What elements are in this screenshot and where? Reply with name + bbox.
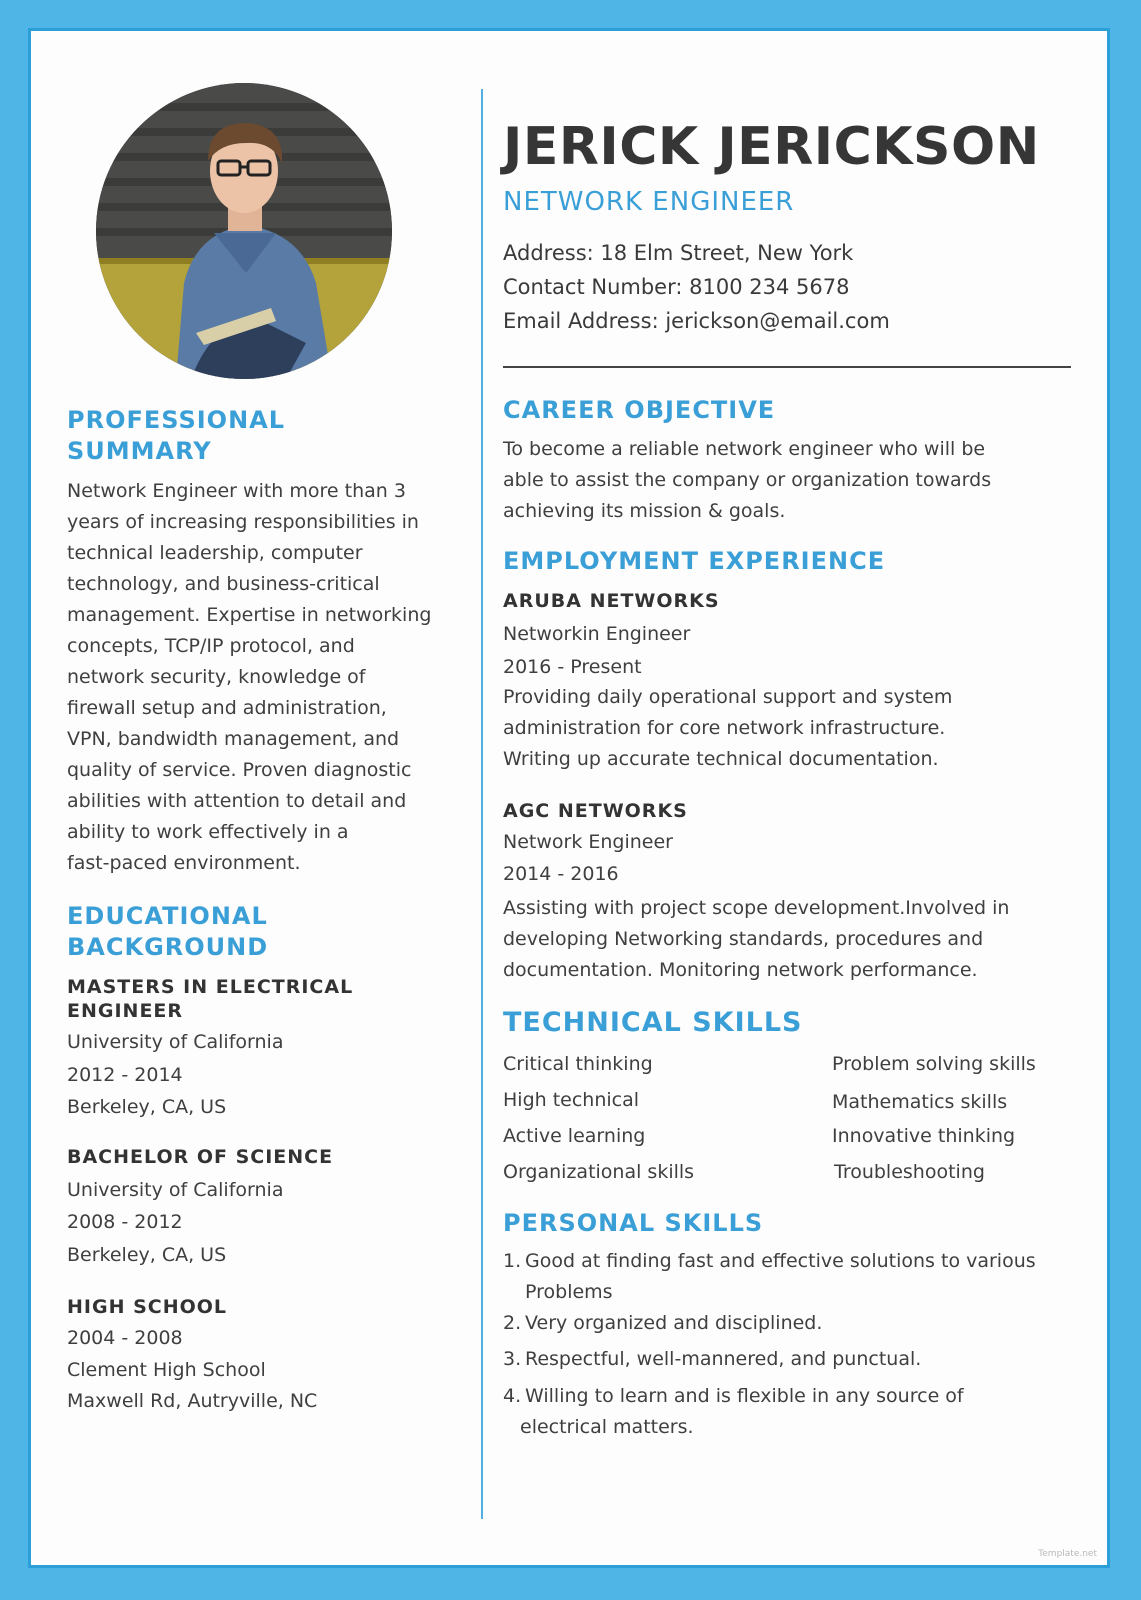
vertical-divider [481,89,483,1519]
technical-skill-item: Organizational skills [503,1161,695,1183]
summary-line: years of increasing responsibilities in [67,511,419,533]
personal-skill-continuation: electrical matters. [520,1416,694,1438]
list-number: 2. [503,1312,522,1334]
summary-line: abilities with attention to detail and [67,790,407,812]
candidate-name: JERICK JERICKSON [503,117,1040,177]
masters-location: Berkeley, CA, US [67,1096,227,1118]
header-divider [503,366,1071,368]
summary-line: management. Expertise in networking [67,604,432,626]
personal-skill-item [503,1308,1063,1339]
highschool-years: 2004 - 2008 [67,1327,183,1349]
job2-title: Network Engineer [503,831,673,853]
summary-heading [67,405,285,467]
technical-skill-item: Critical thinking [503,1053,653,1075]
objective-heading: CAREER OBJECTIVE [503,396,776,424]
profile-photo [96,83,392,379]
job1-title: Networkin Engineer [503,623,691,645]
watermark: Template.net [1038,1549,1097,1559]
summary-line: quality of service. Proven diagnostic [67,759,412,781]
summary-line: technical leadership, computer [67,542,363,564]
technical-skill-item: Problem solving skills [832,1053,1036,1075]
personal-skill-continuation: Problems [525,1281,613,1303]
list-number: 4. [503,1385,522,1407]
masters-title [67,975,353,1023]
job2-company: AGC NETWORKS [503,800,688,822]
highschool-title: HIGH SCHOOL [67,1296,228,1318]
objective-line: achieving its mission & goals. [503,500,786,522]
masters-title-line-2: ENGINEER [67,1000,184,1022]
technical-heading: TECHNICAL SKILLS [503,1007,803,1038]
objective-line: To become a reliable network engineer who will be [503,438,986,460]
job2-line: documentation. Monitoring network performance. [503,959,978,981]
technical-skill-item: Active learning [503,1125,646,1147]
personal-skill-item [503,1344,1063,1375]
address-line: Address: 18 Elm Street, New York [503,241,854,265]
summary-line: ability to work effectively in a [67,821,349,843]
resume-page [28,28,1110,1568]
job1-years: 2016 - Present [503,656,642,678]
contact-number-line: Contact Number: 8100 234 5678 [503,275,850,299]
candidate-role: NETWORK ENGINEER [503,187,795,217]
technical-skill-item: Mathematics skills [832,1091,1008,1113]
objective-line: able to assist the company or organization towards [503,469,992,491]
personal-skill-text: Willing to learn and is flexible in any source of [525,1385,964,1407]
masters-school: University of California [67,1031,284,1053]
job2-description [503,893,1073,986]
email-line: Email Address: jerickson@email.com [503,309,890,333]
list-number: 3. [503,1348,522,1370]
person-photo-icon [96,83,392,379]
job1-line: Writing up accurate technical documentation. [503,748,939,770]
bachelor-title: BACHELOR OF SCIENCE [67,1146,334,1168]
summary-line: VPN, bandwidth management, and [67,728,400,750]
job1-line: administration for core network infrastructure. [503,717,946,739]
technical-skill-item: Troubleshooting [834,1161,985,1183]
bachelor-school: University of California [67,1179,284,1201]
summary-text [67,476,467,879]
masters-years: 2012 - 2014 [67,1064,183,1086]
personal-skill-text: Respectful, well-mannered, and punctual. [525,1348,922,1370]
summary-line: network security, knowledge of [67,666,366,688]
personal-heading: PERSONAL SKILLS [503,1209,764,1237]
list-number: 1. [503,1250,522,1272]
education-heading [67,901,268,963]
job1-line: Providing daily operational support and system [503,686,953,708]
highschool-school: Clement High School [67,1359,266,1381]
bachelor-years: 2008 - 2012 [67,1211,183,1233]
summary-line: fast-paced environment. [67,852,301,874]
summary-line: concepts, TCP/IP protocol, and [67,635,355,657]
education-heading-line-1: EDUCATIONAL [67,902,268,930]
summary-line: firewall setup and administration, [67,697,387,719]
masters-title-line-1: MASTERS IN ELECTRICAL [67,976,354,998]
objective-text [503,434,1073,527]
employment-heading: EMPLOYMENT EXPERIENCE [503,547,886,575]
job1-description [503,682,1073,775]
job1-company: ARUBA NETWORKS [503,590,720,612]
summary-heading-line-2: SUMMARY [67,437,212,465]
technical-skill-item: Innovative thinking [832,1125,1016,1147]
job2-line: Assisting with project scope development.Involved in [503,897,1010,919]
personal-skill-text: Good at finding fast and effective solutions to various [525,1250,1036,1272]
job2-years: 2014 - 2016 [503,863,619,885]
summary-line: technology, and business-critical [67,573,380,595]
personal-skill-text: Very organized and disciplined. [525,1312,823,1334]
technical-skill-item: High technical [503,1089,640,1111]
highschool-location: Maxwell Rd, Autryville, NC [67,1390,318,1412]
education-heading-line-2: BACKGROUND [67,933,269,961]
summary-heading-line-1: PROFESSIONAL [67,406,286,434]
personal-skill-item [503,1381,1063,1443]
personal-skill-item [503,1246,1063,1308]
summary-line: Network Engineer with more than 3 [67,480,406,502]
job2-line: developing Networking standards, procedures and [503,928,984,950]
bachelor-location: Berkeley, CA, US [67,1244,227,1266]
